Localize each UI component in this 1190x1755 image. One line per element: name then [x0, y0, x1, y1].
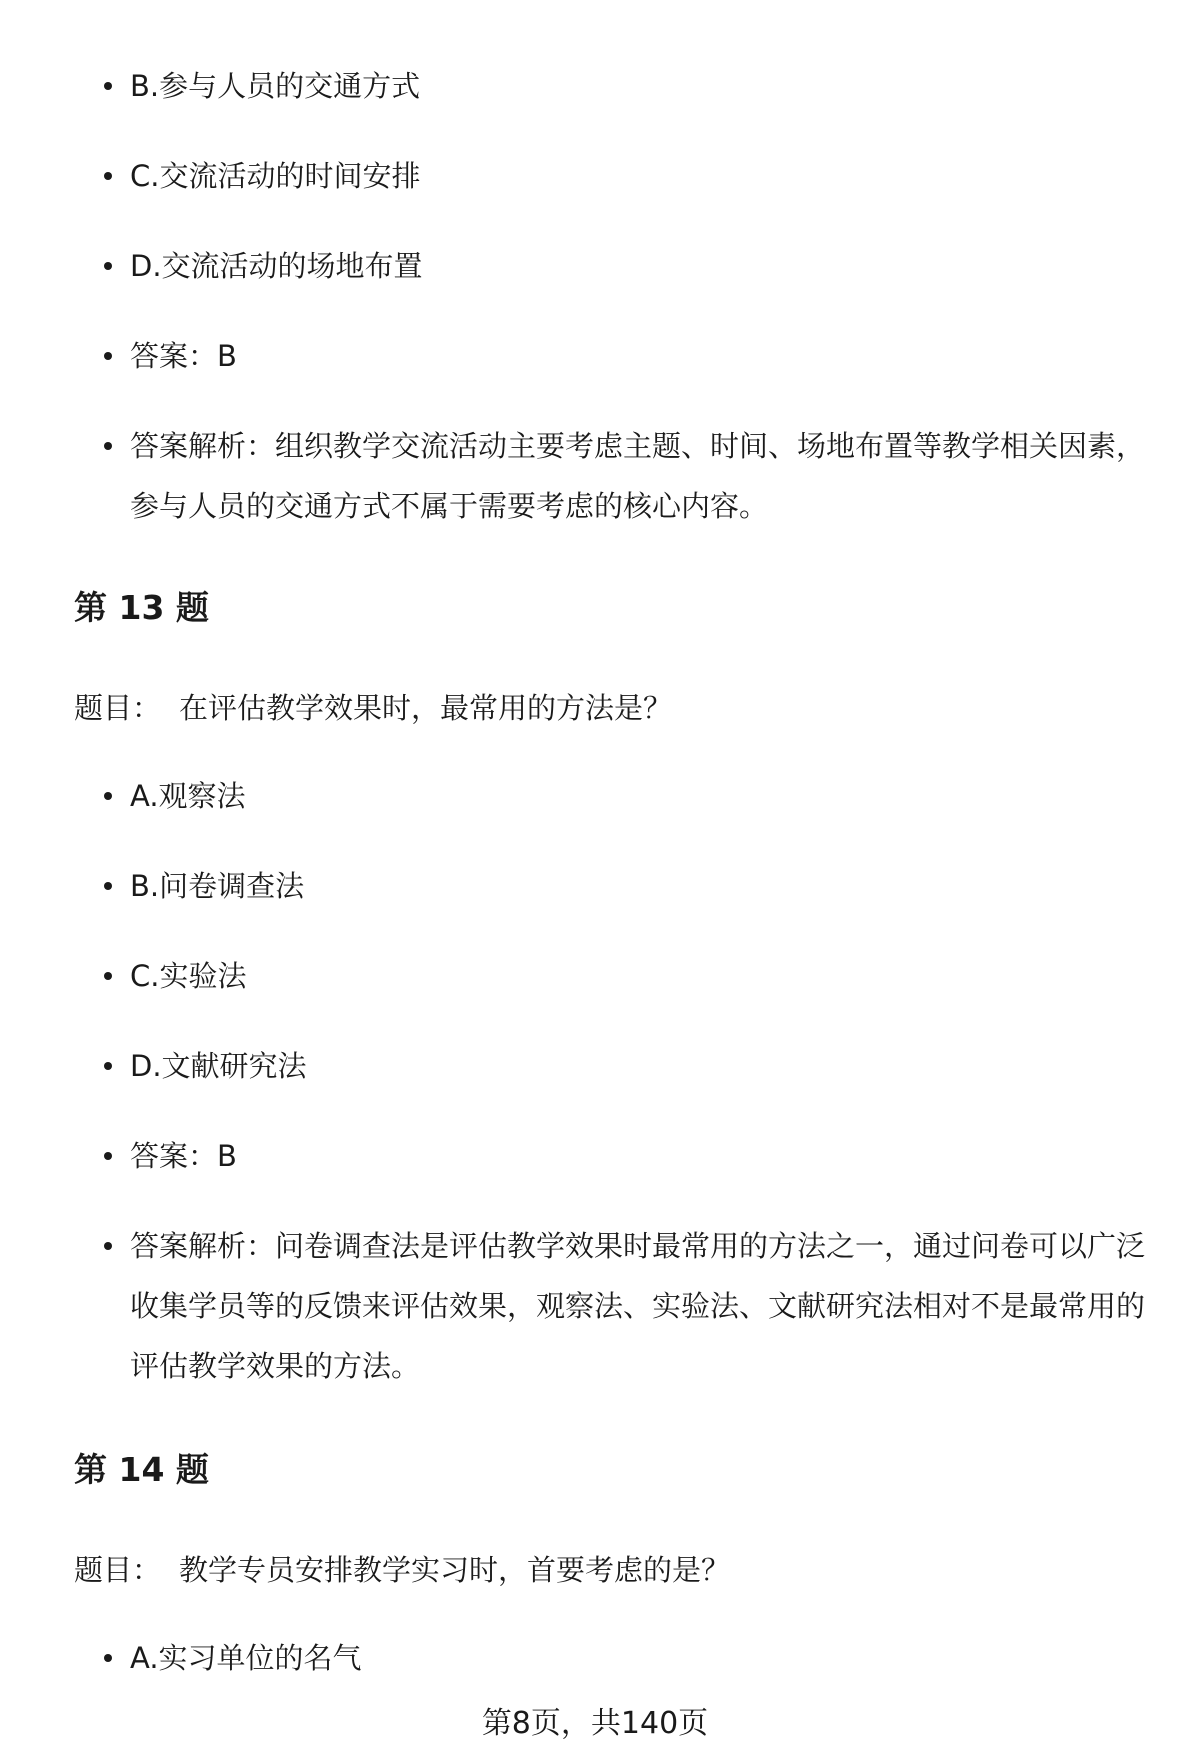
- page-indicator: 第8页，共140页: [481, 1706, 709, 1741]
- question-13-heading: 第 13 题: [74, 588, 209, 627]
- question-label: 题目：: [74, 1553, 162, 1587]
- option-d: D.交流活动的场地布置: [130, 236, 1160, 296]
- answer: 答案：B: [130, 1126, 1160, 1186]
- answer-explanation: 答案解析：组织教学交流活动主要考虑主题、时间、场地布置等教学相关因素，参与人员的交通方式不属于需要考虑的核心内容。: [130, 416, 1160, 536]
- question-body: 在评估教学效果时，最常用的方法是？: [179, 691, 673, 725]
- answer: 答案：B: [130, 326, 1160, 386]
- option-a: A.观察法: [130, 766, 1160, 826]
- option-a: A.实习单位的名气: [130, 1628, 1160, 1688]
- question-14-text: [74, 1548, 1154, 1592]
- option-c: C.实验法: [130, 946, 1160, 1006]
- answer-explanation: 答案解析：问卷调查法是评估教学效果时最常用的方法之一，通过问卷可以广泛收集学员等的反馈来评估效果，观察法、实验法、文献研究法相对不是最常用的评估教学效果的方法。: [130, 1216, 1160, 1396]
- option-d: D.文献研究法: [130, 1036, 1160, 1096]
- question-14-heading: 第 14 题: [74, 1450, 209, 1489]
- question-body: 教学专员安排教学实习时，首要考虑的是？: [179, 1553, 731, 1587]
- option-b: B.问卷调查法: [130, 856, 1160, 916]
- option-b: B.参与人员的交通方式: [130, 56, 1160, 116]
- question-label: 题目：: [74, 691, 162, 725]
- option-c: C.交流活动的时间安排: [130, 146, 1160, 206]
- question-13-text: [74, 686, 1154, 730]
